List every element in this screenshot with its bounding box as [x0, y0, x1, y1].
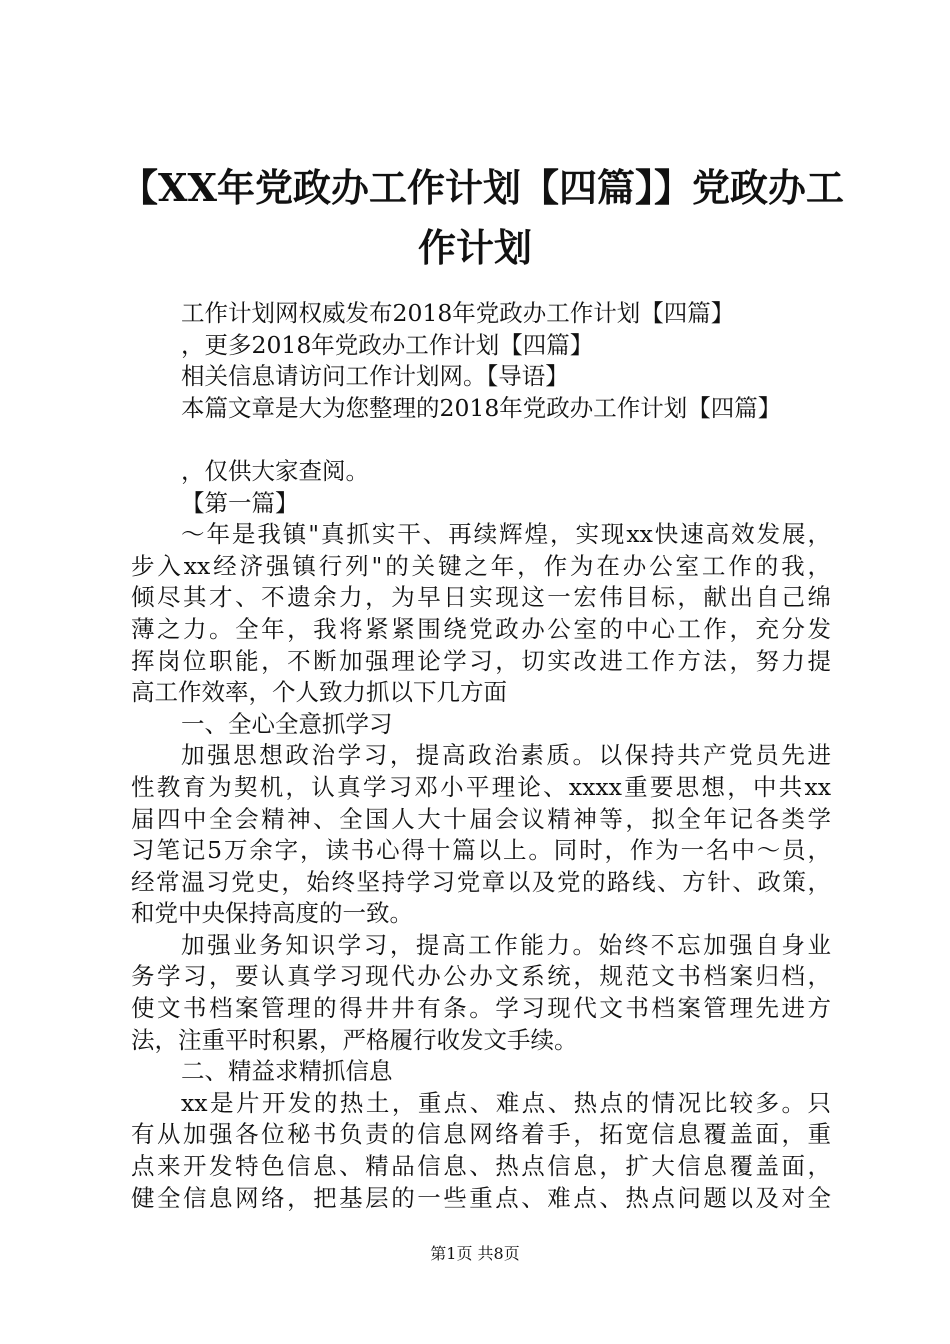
- paragraph-line: ～年是我镇"真抓实干、再续辉煌，实现xx快速高效发展，: [181, 520, 831, 549]
- paragraph-line: 有从加强各位秘书负责的信息网络着手，拓宽信息覆盖面，重: [131, 1120, 831, 1149]
- paragraph-line: 加强业务知识学习，提高工作能力。始终不忘加强自身业: [181, 930, 831, 959]
- intro-line: 相关信息请访问工作计划网。【导语】: [181, 362, 569, 391]
- intro-line: 本篇文章是大为您整理的2018年党政办工作计划【四篇】: [181, 393, 782, 422]
- section-heading: 【第一篇】: [181, 488, 299, 517]
- title-line-2: 作计划: [417, 225, 532, 270]
- paragraph-line: 务学习，要认真学习现代办公办文系统，规范文书档案归档，: [131, 962, 831, 991]
- subheading: 一、全心全意抓学习: [181, 709, 393, 738]
- intro-line: ，更多2018年党政办工作计划【四篇】: [181, 330, 594, 359]
- paragraph-line: 挥岗位职能，不断加强理论学习，切实改进工作方法，努力提: [131, 646, 831, 675]
- paragraph-line: 健全信息网络，把基层的一些重点、难点、热点问题以及对全: [131, 1183, 831, 1212]
- paragraph-line: 性教育为契机，认真学习邓小平理论、xxxx重要思想，中共xx: [131, 772, 831, 801]
- blank-line: [131, 424, 831, 456]
- page-footer: 第1页 共8页: [430, 1244, 520, 1263]
- paragraph-line: 届四中全会精神、全国人大十届会议精神等，拟全年记各类学: [131, 804, 831, 833]
- title-line-1: 【XX年党政办工作计划【四篇】】党政办工: [120, 165, 844, 210]
- paragraph-line: 法，注重平时积累，严格履行收发文手续。: [131, 1025, 578, 1054]
- paragraph-line: 使文书档案管理的得井井有条。学习现代文书档案管理先进方: [131, 994, 831, 1023]
- paragraph-line: 步入xx经济强镇行列"的关键之年，作为在办公室工作的我，: [131, 551, 831, 580]
- paragraph-line: 习笔记5万余字，读书心得十篇以上。同时，作为一名中～员，: [131, 836, 831, 865]
- paragraph-line: 经常温习党史，始终坚持学习党章以及党的路线、方针、政策，: [131, 867, 831, 896]
- paragraph-line: xx是片开发的热土，重点、难点、热点的情况比较多。只: [181, 1088, 831, 1117]
- document-body: [131, 298, 831, 1214]
- paragraph-line: 点来开发特色信息、精品信息、热点信息，扩大信息覆盖面，: [131, 1152, 831, 1181]
- intro-line: 工作计划网权威发布2018年党政办工作计划【四篇】: [181, 299, 735, 327]
- document-title: [120, 158, 844, 278]
- paragraph-line: 倾尽其才、不遗余力，为早日实现这一宏伟目标，献出自己绵: [131, 583, 831, 612]
- paragraph-line: 薄之力。全年，我将紧紧围绕党政办公室的中心工作，充分发: [131, 614, 831, 643]
- paragraph-line: 高工作效率，个人致力抓以下几方面: [131, 678, 507, 707]
- subheading: 二、精益求精抓信息: [181, 1057, 393, 1086]
- paragraph-line: 加强思想政治学习，提高政治素质。以保持共产党员先进: [181, 741, 831, 770]
- paragraph-line: 和党中央保持高度的一致。: [131, 899, 413, 928]
- intro-line: ，仅供大家查阅。: [181, 456, 369, 485]
